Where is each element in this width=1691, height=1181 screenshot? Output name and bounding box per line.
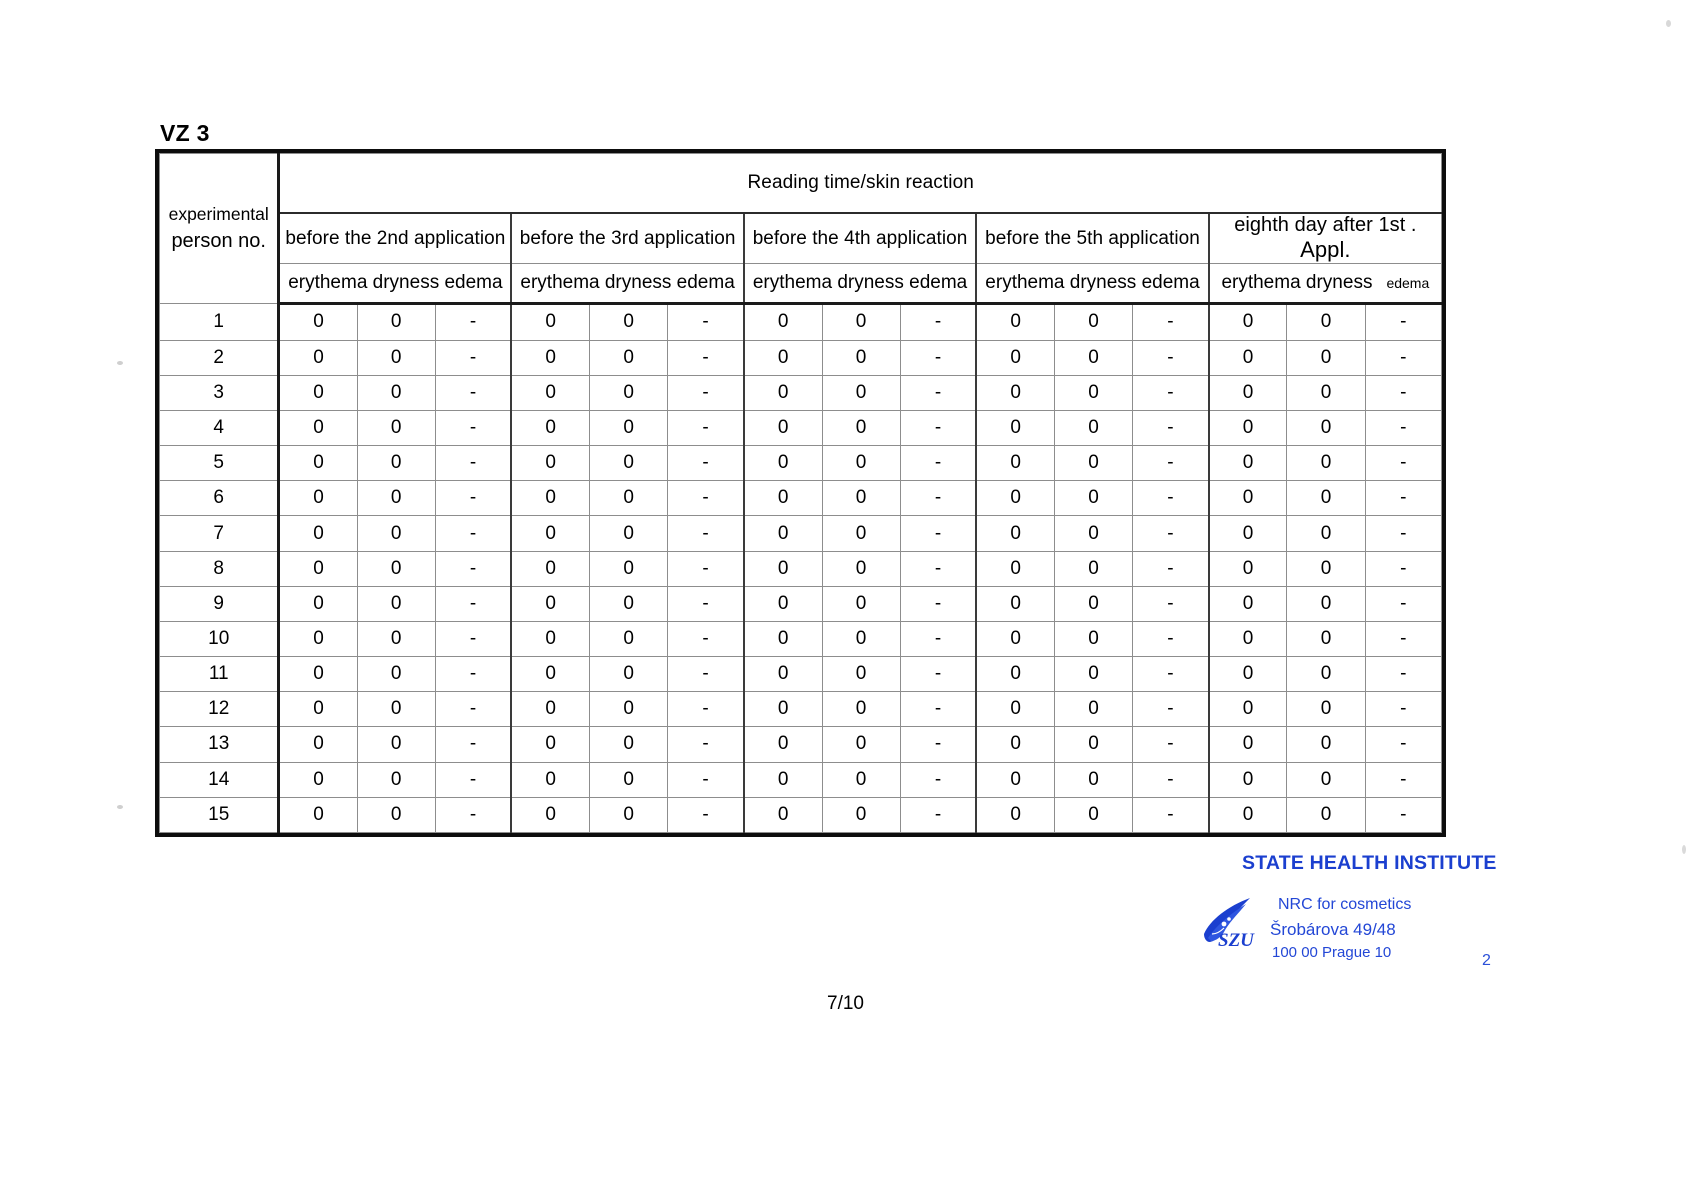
- data-cell: 0: [822, 797, 900, 832]
- data-cell: 0: [357, 727, 435, 762]
- data-cell: 0: [976, 621, 1054, 656]
- group-header-1: before the 2nd application: [279, 213, 511, 264]
- row-number-cell: 10: [160, 621, 279, 656]
- sub-header-1: erythema dryness edema: [279, 264, 511, 304]
- data-cell: 0: [744, 481, 822, 516]
- header-row-subheaders: [160, 264, 1442, 304]
- data-cell: -: [435, 446, 511, 481]
- data-cell: -: [668, 551, 744, 586]
- data-cell: -: [1133, 340, 1209, 375]
- data-cell: -: [668, 727, 744, 762]
- sub-header-2: erythema dryness edema: [511, 264, 743, 304]
- data-cell: -: [900, 692, 976, 727]
- data-cell: 0: [511, 727, 589, 762]
- data-cell: 0: [590, 657, 668, 692]
- data-cell: 0: [976, 551, 1054, 586]
- data-cell: -: [435, 621, 511, 656]
- row-number-cell: 1: [160, 304, 279, 341]
- row-number-cell: 12: [160, 692, 279, 727]
- data-cell: 0: [822, 657, 900, 692]
- data-cell: 0: [590, 340, 668, 375]
- table-row: [160, 621, 1442, 656]
- row-number-cell: 11: [160, 657, 279, 692]
- data-cell: -: [1133, 692, 1209, 727]
- data-cell: 0: [1287, 516, 1365, 551]
- data-cell: 0: [744, 621, 822, 656]
- data-cell: 0: [511, 411, 589, 446]
- data-cell: 0: [279, 411, 357, 446]
- data-cell: 0: [279, 657, 357, 692]
- data-cell: 0: [590, 481, 668, 516]
- corner-page-number: 2: [1482, 952, 1491, 969]
- data-cell: 0: [1209, 797, 1287, 832]
- sub-header-4: erythema dryness edema: [976, 264, 1208, 304]
- data-cell: -: [435, 481, 511, 516]
- data-cell: 0: [357, 375, 435, 410]
- data-cell: -: [1133, 375, 1209, 410]
- data-cell: 0: [511, 797, 589, 832]
- data-cell: 0: [1054, 551, 1132, 586]
- data-cell: 0: [511, 551, 589, 586]
- data-cell: -: [1133, 411, 1209, 446]
- data-cell: -: [900, 375, 976, 410]
- data-cell: 0: [590, 692, 668, 727]
- data-cell: 0: [822, 727, 900, 762]
- data-cell: 0: [1209, 481, 1287, 516]
- data-cell: -: [668, 692, 744, 727]
- table-row: [160, 375, 1442, 410]
- table-row: [160, 657, 1442, 692]
- data-cell: 0: [1209, 692, 1287, 727]
- data-cell: -: [668, 481, 744, 516]
- data-cell: -: [435, 551, 511, 586]
- stamp-line-nrc: NRC for cosmetics: [1278, 896, 1412, 913]
- data-cell: 0: [1054, 481, 1132, 516]
- data-cell: 0: [1054, 411, 1132, 446]
- group-header-5: [1209, 213, 1442, 264]
- data-cell: 0: [511, 516, 589, 551]
- data-cell: 0: [976, 727, 1054, 762]
- szu-logo-icon: [1194, 890, 1282, 952]
- data-cell: 0: [744, 692, 822, 727]
- results-table: [159, 153, 1442, 833]
- header-row-groups: [160, 213, 1442, 264]
- row-number-cell: 5: [160, 446, 279, 481]
- data-cell: 0: [1054, 797, 1132, 832]
- data-cell: -: [668, 657, 744, 692]
- data-cell: 0: [357, 481, 435, 516]
- data-cell: 0: [357, 657, 435, 692]
- stamp-line-city: 100 00 Prague 10: [1272, 944, 1392, 961]
- data-cell: 0: [1054, 340, 1132, 375]
- data-cell: -: [1133, 657, 1209, 692]
- data-cell: -: [1133, 446, 1209, 481]
- scan-artifact: [1682, 845, 1686, 854]
- id-header-line2: person no.: [171, 229, 266, 252]
- svg-text:SZU: SZU: [1218, 930, 1254, 951]
- data-cell: 0: [590, 375, 668, 410]
- data-cell: 0: [357, 692, 435, 727]
- data-cell: -: [1365, 551, 1441, 586]
- data-cell: 0: [590, 797, 668, 832]
- data-cell: 0: [357, 304, 435, 341]
- data-cell: 0: [1054, 621, 1132, 656]
- data-cell: 0: [279, 340, 357, 375]
- data-cell: -: [435, 762, 511, 797]
- data-cell: -: [1133, 797, 1209, 832]
- data-cell: 0: [822, 692, 900, 727]
- data-cell: -: [668, 762, 744, 797]
- data-cell: 0: [744, 375, 822, 410]
- table-row: [160, 481, 1442, 516]
- data-cell: 0: [1287, 657, 1365, 692]
- row-number-cell: 13: [160, 727, 279, 762]
- data-cell: -: [900, 481, 976, 516]
- results-table-container: [155, 149, 1446, 837]
- data-cell: 0: [976, 411, 1054, 446]
- data-cell: 0: [1209, 375, 1287, 410]
- sub-header-3: erythema dryness edema: [744, 264, 976, 304]
- data-cell: 0: [357, 551, 435, 586]
- data-cell: 0: [279, 304, 357, 341]
- data-cell: -: [668, 446, 744, 481]
- data-cell: 0: [1287, 551, 1365, 586]
- data-cell: 0: [511, 375, 589, 410]
- data-cell: 0: [279, 621, 357, 656]
- sub-header-5: [1209, 264, 1442, 304]
- data-cell: -: [1133, 621, 1209, 656]
- data-cell: -: [435, 340, 511, 375]
- id-column-header: [160, 154, 279, 304]
- data-cell: 0: [279, 762, 357, 797]
- data-cell: 0: [1054, 762, 1132, 797]
- data-cell: 0: [1209, 446, 1287, 481]
- data-cell: -: [668, 797, 744, 832]
- data-cell: 0: [1054, 375, 1132, 410]
- data-cell: -: [1365, 692, 1441, 727]
- data-cell: 0: [744, 446, 822, 481]
- data-cell: 0: [976, 516, 1054, 551]
- data-cell: 0: [511, 340, 589, 375]
- row-number-cell: 4: [160, 411, 279, 446]
- data-cell: 0: [1209, 340, 1287, 375]
- data-cell: -: [668, 586, 744, 621]
- data-cell: -: [900, 446, 976, 481]
- data-cell: -: [1365, 446, 1441, 481]
- data-cell: -: [435, 586, 511, 621]
- data-cell: 0: [822, 551, 900, 586]
- table-row: [160, 516, 1442, 551]
- data-cell: 0: [357, 411, 435, 446]
- data-cell: 0: [1209, 727, 1287, 762]
- data-cell: 0: [976, 304, 1054, 341]
- data-cell: 0: [744, 304, 822, 341]
- data-cell: 0: [976, 481, 1054, 516]
- data-cell: 0: [822, 586, 900, 621]
- data-cell: 0: [1209, 657, 1287, 692]
- page-footer: 7/10: [827, 993, 864, 1014]
- data-cell: -: [1133, 516, 1209, 551]
- data-cell: 0: [1287, 304, 1365, 341]
- row-number-cell: 2: [160, 340, 279, 375]
- data-cell: -: [900, 516, 976, 551]
- data-cell: 0: [822, 762, 900, 797]
- data-cell: -: [1365, 797, 1441, 832]
- data-cell: 0: [590, 762, 668, 797]
- data-cell: 0: [822, 516, 900, 551]
- data-cell: 0: [590, 304, 668, 341]
- data-cell: 0: [744, 340, 822, 375]
- data-cell: -: [435, 797, 511, 832]
- data-cell: 0: [1209, 411, 1287, 446]
- table-row: [160, 551, 1442, 586]
- data-cell: 0: [511, 586, 589, 621]
- data-cell: -: [900, 727, 976, 762]
- data-cell: 0: [1209, 586, 1287, 621]
- data-cell: -: [435, 304, 511, 341]
- data-cell: 0: [744, 797, 822, 832]
- scan-artifact: [117, 361, 123, 365]
- data-cell: -: [1365, 762, 1441, 797]
- data-cell: 0: [1287, 481, 1365, 516]
- table-row: [160, 586, 1442, 621]
- data-cell: 0: [976, 797, 1054, 832]
- data-cell: 0: [511, 621, 589, 656]
- data-cell: 0: [1054, 304, 1132, 341]
- group-header-5-main: eighth day after 1st .: [1234, 214, 1417, 236]
- row-number-cell: 6: [160, 481, 279, 516]
- sub-header-5-main: erythema dryness: [1221, 272, 1373, 293]
- data-cell: 0: [511, 657, 589, 692]
- data-cell: 0: [744, 727, 822, 762]
- row-number-cell: 14: [160, 762, 279, 797]
- data-cell: -: [1133, 727, 1209, 762]
- data-cell: -: [668, 304, 744, 341]
- data-cell: 0: [1209, 304, 1287, 341]
- data-cell: -: [1365, 340, 1441, 375]
- data-cell: 0: [511, 692, 589, 727]
- row-number-cell: 9: [160, 586, 279, 621]
- data-cell: 0: [822, 304, 900, 341]
- data-cell: -: [435, 411, 511, 446]
- data-cell: 0: [744, 411, 822, 446]
- data-cell: 0: [357, 586, 435, 621]
- group-header-4: before the 5th application: [976, 213, 1208, 264]
- data-cell: -: [668, 516, 744, 551]
- data-cell: -: [668, 621, 744, 656]
- data-cell: 0: [1287, 375, 1365, 410]
- table-body: [160, 154, 1442, 833]
- data-cell: -: [900, 657, 976, 692]
- data-cell: -: [1365, 621, 1441, 656]
- data-cell: 0: [744, 586, 822, 621]
- data-cell: 0: [279, 446, 357, 481]
- data-cell: 0: [357, 762, 435, 797]
- data-cell: 0: [822, 446, 900, 481]
- data-cell: -: [1365, 481, 1441, 516]
- data-cell: 0: [279, 586, 357, 621]
- data-cell: 0: [1287, 621, 1365, 656]
- data-cell: -: [1365, 375, 1441, 410]
- data-cell: 0: [1209, 762, 1287, 797]
- data-cell: 0: [1054, 446, 1132, 481]
- data-cell: -: [900, 551, 976, 586]
- data-cell: 0: [590, 411, 668, 446]
- data-cell: -: [1365, 586, 1441, 621]
- data-cell: 0: [357, 340, 435, 375]
- data-cell: 0: [976, 446, 1054, 481]
- data-cell: 0: [511, 762, 589, 797]
- table-row: [160, 446, 1442, 481]
- data-cell: -: [1365, 516, 1441, 551]
- data-cell: -: [1365, 411, 1441, 446]
- data-cell: 0: [1054, 657, 1132, 692]
- reading-time-header: Reading time/skin reaction: [279, 154, 1442, 214]
- data-cell: 0: [1287, 692, 1365, 727]
- data-cell: 0: [357, 516, 435, 551]
- data-cell: 0: [511, 481, 589, 516]
- data-cell: -: [900, 304, 976, 341]
- data-cell: 0: [1054, 727, 1132, 762]
- group-header-2: before the 3rd application: [511, 213, 743, 264]
- table-row: [160, 340, 1442, 375]
- data-cell: -: [435, 692, 511, 727]
- row-number-cell: 7: [160, 516, 279, 551]
- data-cell: -: [668, 375, 744, 410]
- data-cell: 0: [1054, 692, 1132, 727]
- data-cell: -: [900, 621, 976, 656]
- data-cell: 0: [279, 797, 357, 832]
- group-header-3: before the 4th application: [744, 213, 976, 264]
- data-cell: 0: [590, 621, 668, 656]
- data-cell: 0: [744, 516, 822, 551]
- data-cell: 0: [1287, 762, 1365, 797]
- table-row: [160, 304, 1442, 341]
- data-cell: -: [1365, 727, 1441, 762]
- data-cell: 0: [1054, 586, 1132, 621]
- data-cell: 0: [279, 551, 357, 586]
- data-cell: 0: [1054, 516, 1132, 551]
- data-cell: -: [435, 516, 511, 551]
- data-cell: -: [1133, 551, 1209, 586]
- data-cell: 0: [976, 586, 1054, 621]
- data-cell: 0: [976, 340, 1054, 375]
- data-cell: 0: [822, 340, 900, 375]
- table-row: [160, 797, 1442, 832]
- data-cell: 0: [279, 692, 357, 727]
- stamp-title: STATE HEALTH INSTITUTE: [1242, 852, 1497, 874]
- data-cell: 0: [590, 586, 668, 621]
- data-cell: 0: [822, 375, 900, 410]
- data-cell: 0: [744, 551, 822, 586]
- data-cell: -: [1133, 586, 1209, 621]
- data-cell: -: [1133, 762, 1209, 797]
- data-cell: 0: [1287, 446, 1365, 481]
- data-cell: 0: [357, 797, 435, 832]
- data-cell: 0: [279, 516, 357, 551]
- data-cell: 0: [1287, 797, 1365, 832]
- data-cell: -: [1365, 304, 1441, 341]
- data-cell: -: [1133, 481, 1209, 516]
- id-header-line1: experimental: [168, 203, 269, 224]
- data-cell: -: [668, 411, 744, 446]
- table-row: [160, 692, 1442, 727]
- data-cell: 0: [1287, 586, 1365, 621]
- institute-stamp: [1190, 852, 1497, 972]
- data-cell: 0: [822, 411, 900, 446]
- data-cell: 0: [511, 446, 589, 481]
- table-row: [160, 411, 1442, 446]
- group-header-5-appl: Appl.: [1300, 237, 1351, 262]
- data-cell: 0: [357, 446, 435, 481]
- data-cell: 0: [1209, 621, 1287, 656]
- data-cell: 0: [1287, 727, 1365, 762]
- data-cell: 0: [822, 481, 900, 516]
- table-row: [160, 762, 1442, 797]
- data-cell: -: [1133, 304, 1209, 341]
- scan-artifact: [117, 805, 123, 809]
- data-cell: -: [900, 411, 976, 446]
- data-cell: -: [900, 797, 976, 832]
- data-cell: 0: [357, 621, 435, 656]
- data-cell: 0: [590, 727, 668, 762]
- data-cell: 0: [1209, 516, 1287, 551]
- data-cell: 0: [511, 304, 589, 341]
- data-cell: -: [900, 586, 976, 621]
- data-cell: 0: [976, 657, 1054, 692]
- data-cell: 0: [976, 375, 1054, 410]
- header-row-title: [160, 154, 1442, 214]
- data-cell: 0: [744, 762, 822, 797]
- data-cell: 0: [1209, 551, 1287, 586]
- data-cell: 0: [744, 657, 822, 692]
- data-cell: 0: [590, 446, 668, 481]
- data-cell: -: [900, 340, 976, 375]
- data-cell: 0: [1287, 340, 1365, 375]
- data-cell: 0: [976, 762, 1054, 797]
- data-cell: -: [900, 762, 976, 797]
- sub-header-5-edema: edema: [1386, 275, 1430, 291]
- data-cell: 0: [279, 481, 357, 516]
- stamp-line-address: Šrobárova 49/48: [1270, 920, 1396, 939]
- data-cell: -: [1365, 657, 1441, 692]
- row-number-cell: 8: [160, 551, 279, 586]
- data-cell: 0: [976, 692, 1054, 727]
- row-number-cell: 15: [160, 797, 279, 832]
- data-cell: 0: [590, 516, 668, 551]
- data-cell: 0: [279, 727, 357, 762]
- document-title: VZ 3: [160, 120, 210, 146]
- data-cell: 0: [1287, 411, 1365, 446]
- data-cell: 0: [279, 375, 357, 410]
- scan-artifact: [1666, 20, 1671, 27]
- data-cell: -: [435, 657, 511, 692]
- data-cell: -: [668, 340, 744, 375]
- data-cell: -: [435, 375, 511, 410]
- data-cell: -: [435, 727, 511, 762]
- table-row: [160, 727, 1442, 762]
- data-cell: 0: [590, 551, 668, 586]
- row-number-cell: 3: [160, 375, 279, 410]
- data-cell: 0: [822, 621, 900, 656]
